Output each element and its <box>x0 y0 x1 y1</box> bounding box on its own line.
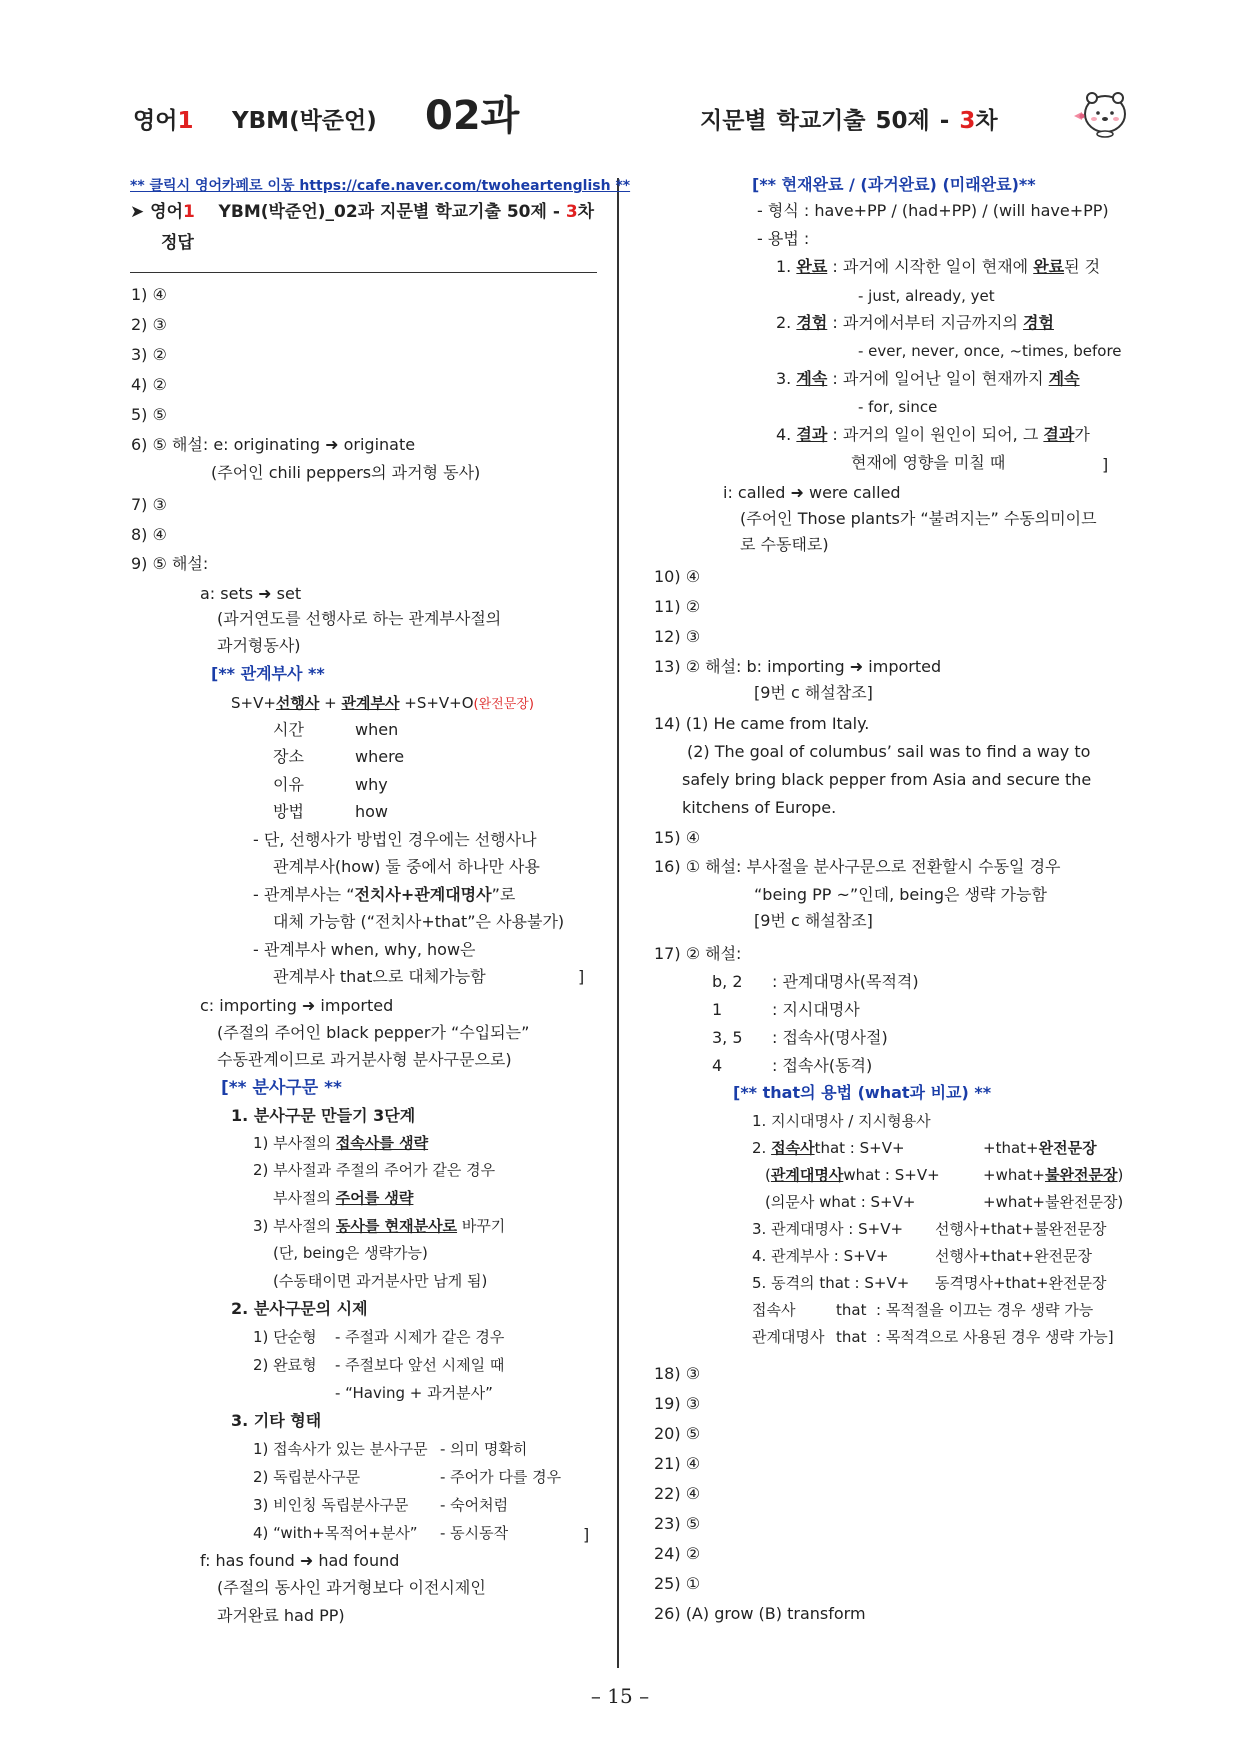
usage-3-ex: - for, since <box>858 398 938 416</box>
that-usage-1: 1. 지시대명사 / 지시형용사 <box>752 1112 931 1130</box>
answer-6-note: (주어인 chili peppers의 과거형 동사) <box>211 463 481 482</box>
participle-step-2: 2) 부사절과 주절의 주어가 같은 경우 <box>253 1161 496 1179</box>
answer-7: 7) ③ <box>131 495 167 514</box>
answer-22: 22) ④ <box>654 1484 701 1503</box>
that-omit-desc: : 목적절을 이끄는 경우 생략 가능 <box>876 1301 1094 1319</box>
answer-16-note2: [9번 c 해설참조] <box>754 911 873 930</box>
answer-9c-note2: 수동관계이므로 과거분사형 분사구문으로) <box>217 1050 512 1069</box>
participle-other-3-desc: - 숙어처럼 <box>440 1496 509 1514</box>
subject-title: 영어1 <box>133 108 194 134</box>
answer-9a-note2: 과거형동사) <box>217 636 301 655</box>
answer-18: 18) ③ <box>654 1364 701 1383</box>
answer-9a: a: sets ➜ set <box>200 584 302 603</box>
answer-17-desc: : 접속사(동격) <box>772 1056 873 1075</box>
page-header <box>0 84 1240 144</box>
answer-8: 8) ④ <box>131 525 167 544</box>
answer-9c-note1: (주절의 주어인 black pepper가 “수입되는” <box>217 1023 530 1042</box>
participle-step-3c: (수동태이면 과거분사만 남게 됨) <box>273 1272 488 1290</box>
rel-note-1: - 단, 선행사가 방법인 경우에는 선행사나 <box>253 830 537 849</box>
bear-mascot-icon <box>1068 86 1130 140</box>
that-omit-label: 접속사 <box>752 1301 796 1319</box>
answer-9c: c: importing ➜ imported <box>200 996 394 1015</box>
answer-14-2b: safely bring black pepper from Asia and secure the <box>682 770 1092 789</box>
answer-9a-note1: (과거연도를 선행사로 하는 관계부사절의 <box>217 609 502 628</box>
participle-tense-2-desc2: - “Having + 과거분사” <box>335 1384 493 1402</box>
rel-row-label: 이유 <box>273 775 304 794</box>
column-divider <box>617 178 619 1668</box>
title-rule <box>130 272 597 273</box>
answer-16-note1: “being PP ~”인데, being은 생략 가능함 <box>754 885 1047 904</box>
that-omit-desc: : 목적격으로 사용된 경우 생략 가능] <box>876 1328 1114 1346</box>
page-number: – 15 – <box>590 1684 650 1708</box>
perfect-title: [** 현재완료 / (과거완료) (미래완료)** <box>752 175 1036 194</box>
perfect-form: - 형식 : have+PP / (had+PP) / (will have+PP) <box>757 201 1109 220</box>
answer-17-item: 4 <box>712 1056 723 1075</box>
rel-note-1b: 관계부사(how) 둘 중에서 하나만 사용 <box>273 857 540 876</box>
that-usage-3-r: +what+불완전문장) <box>983 1166 1124 1184</box>
that-usage-5: 3. 관계대명사 : S+V+ <box>752 1220 904 1238</box>
rel-row-label: 장소 <box>273 747 304 766</box>
participle-step-2b: 부사절의 주어를 생략 <box>273 1189 414 1207</box>
that-usage-5-r: 선행사+that+불완전문장 <box>935 1220 1107 1238</box>
participle-other-heading: 3. 기타 형태 <box>231 1411 322 1430</box>
that-usage-2: 2. 접속사that : S+V+ <box>752 1139 905 1157</box>
usage-3: 3. 계속 : 과거에 일어난 일이 현재까지 계속 <box>776 369 1080 388</box>
participle-step-3b: (단, being은 생략가능) <box>273 1244 428 1262</box>
lesson-number: 02과 <box>425 93 520 139</box>
answer-9f: f: has found ➜ had found <box>200 1551 400 1570</box>
answer-3: 3) ② <box>131 345 167 364</box>
answer-26: 26) (A) grow (B) transform <box>654 1604 866 1623</box>
answer-9f-note1: (주절의 동사인 과거형보다 이전시제인 <box>217 1578 486 1597</box>
participle-other-1: 1) 접속사가 있는 분사구문 <box>253 1440 428 1458</box>
participle-other-2: 2) 독립분사구문 <box>253 1468 361 1486</box>
answer-14-2c: kitchens of Europe. <box>682 798 837 817</box>
participle-other-2-desc: - 주어가 다를 경우 <box>440 1468 562 1486</box>
perfect-close-bracket: ] <box>1102 455 1109 474</box>
that-omit-word: that <box>836 1301 867 1319</box>
rel-note-2b: 대체 가능함 (“전치사+that”은 사용불가) <box>273 912 565 931</box>
rel-row-label: 방법 <box>273 802 304 821</box>
participle-close-bracket: ] <box>583 1525 590 1544</box>
answer-21: 21) ④ <box>654 1454 701 1473</box>
that-omit-label: 관계대명사 <box>752 1328 825 1346</box>
rel-row-value: when <box>355 720 399 739</box>
rel-note-3b: 관계부사 that으로 대체가능함 <box>273 967 486 986</box>
answer-17-item: 3, 5 <box>712 1028 743 1047</box>
answer-9: 9) ⑤ 해설: <box>131 554 209 573</box>
answer-14-2: (2) The goal of columbus’ sail was to find a way to <box>687 742 1091 761</box>
that-usage-4-r: +what+불완전문장) <box>983 1193 1124 1211</box>
answer-13: 13) ② 해설: b: importing ➜ imported <box>654 657 942 676</box>
participle-other-3: 3) 비인칭 독립분사구문 <box>253 1496 409 1514</box>
participle-tense-1-desc: - 주절과 시제가 같은 경우 <box>335 1328 505 1346</box>
that-usage-7: 5. 동격의 that : S+V+ <box>752 1274 910 1292</box>
participle-other-4-desc: - 동시동작 <box>440 1524 509 1542</box>
that-usage-6: 4. 관계부사 : S+V+ <box>752 1247 889 1265</box>
answer-16: 16) ① 해설: 부사절을 분사구문으로 전환할시 수동일 경우 <box>654 857 1061 876</box>
answer-9i-note2: 로 수동태로) <box>740 535 829 554</box>
rel-note-2: - 관계부사는 “전치사+관계대명사”로 <box>253 885 516 904</box>
answer-title: ➤ 영어1 YBM(박준언)_02과 지문별 학교기출 50제 - 3차 <box>130 202 595 222</box>
answer-12: 12) ③ <box>654 627 701 646</box>
that-usage-2-r: +that+완전문장 <box>983 1139 1097 1157</box>
usage-4-desc: 현재에 영향을 미칠 때 <box>851 453 1006 472</box>
participle-tense-1: 1) 단순형 <box>253 1328 317 1346</box>
that-omit-word: that <box>836 1328 867 1346</box>
rel-adverb-title: [** 관계부사 ** <box>211 664 325 683</box>
answer-17-item: 1 <box>712 1000 723 1019</box>
answer-17-item: b, 2 <box>712 972 743 991</box>
answer-20: 20) ⑤ <box>654 1424 701 1443</box>
usage-2: 2. 경험 : 과거에서부터 지금까지의 경험 <box>776 313 1054 332</box>
answer-15: 15) ④ <box>654 828 701 847</box>
answer-9i-note1: (주어인 Those plants가 “불려지는” 수동의미이므 <box>740 509 1097 528</box>
participle-tense-2: 2) 완료형 <box>253 1356 317 1374</box>
perfect-usage: - 용법 : <box>757 229 810 248</box>
answer-2: 2) ③ <box>131 315 167 334</box>
answer-17-desc: : 지시대명사 <box>772 1000 860 1019</box>
participle-tense-heading: 2. 분사구문의 시제 <box>231 1299 368 1318</box>
answer-6: 6) ⑤ 해설: e: originating ➜ originate <box>131 435 416 454</box>
participle-other-4: 4) “with+목적어+분사” <box>253 1524 418 1542</box>
participle-other-1-desc: - 의미 명확히 <box>440 1440 528 1458</box>
answer-subtitle: 정답 <box>161 233 194 253</box>
answer-25: 25) ① <box>654 1574 701 1593</box>
that-usage-4: (의문사 what : S+V+ <box>765 1193 916 1211</box>
rel-row-value: how <box>355 802 389 821</box>
rel-row-value: why <box>355 775 388 794</box>
answer-13-note: [9번 c 해설참조] <box>754 683 873 702</box>
that-usage-7-r: 동격명사+that+완전문장 <box>935 1274 1107 1292</box>
rel-row-value: where <box>355 747 405 766</box>
publisher: YBM(박준언) <box>232 108 377 134</box>
answer-5: 5) ⑤ <box>131 405 167 424</box>
cafe-link[interactable]: ** 클릭시 영어카페로 이동 https://cafe.naver.com/twoheartenglish ** <box>130 178 631 194</box>
answer-1: 1) ④ <box>131 285 167 304</box>
participle-step-heading: 1. 분사구문 만들기 3단계 <box>231 1106 416 1125</box>
answer-11: 11) ② <box>654 597 701 616</box>
answer-17-desc: : 관계대명사(목적격) <box>772 972 919 991</box>
participle-step-3: 3) 부사절의 동사를 현재분사로 바꾸기 <box>253 1217 506 1235</box>
rel-close-bracket: ] <box>578 967 585 986</box>
rel-note-3: - 관계부사 when, why, how은 <box>253 940 476 959</box>
usage-4: 4. 결과 : 과거의 일이 원인이 되어, 그 결과가 <box>776 425 1090 444</box>
participle-step-1: 1) 부사절의 접속사를 생략 <box>253 1134 429 1152</box>
usage-2-ex: - ever, never, once, ~times, before <box>858 342 1122 360</box>
usage-1: 1. 완료 : 과거에 시작한 일이 현재에 완료된 것 <box>776 257 1101 276</box>
participle-title: [** 분사구문 ** <box>221 1078 342 1098</box>
answer-23: 23) ⑤ <box>654 1514 701 1533</box>
answer-4: 4) ② <box>131 375 167 394</box>
answer-9f-note2: 과거완료 had PP) <box>217 1606 345 1625</box>
usage-1-ex: - just, already, yet <box>858 287 995 305</box>
answer-17: 17) ② 해설: <box>654 944 742 963</box>
rel-row-label: 시간 <box>273 720 304 739</box>
answer-14: 14) (1) He came from Italy. <box>654 714 870 733</box>
rel-adverb-formula: S+V+선행사 + 관계부사 +S+V+O(완전문장) <box>231 694 534 712</box>
answer-9i: i: called ➜ were called <box>723 483 901 502</box>
answer-19: 19) ③ <box>654 1394 701 1413</box>
that-usage-3: (관계대명사what : S+V+ <box>765 1166 940 1184</box>
answer-10: 10) ④ <box>654 567 701 586</box>
participle-tense-2-desc: - 주절보다 앞선 시제일 때 <box>335 1356 505 1374</box>
answer-24: 24) ② <box>654 1544 701 1563</box>
that-usage-title: [** that의 용법 (what과 비교) ** <box>733 1083 992 1102</box>
answer-17-desc: : 접속사(명사절) <box>772 1028 888 1047</box>
test-title: 지문별 학교기출 50제 - 3차 <box>700 108 998 134</box>
that-usage-6-r: 선행사+that+완전문장 <box>935 1247 1093 1265</box>
